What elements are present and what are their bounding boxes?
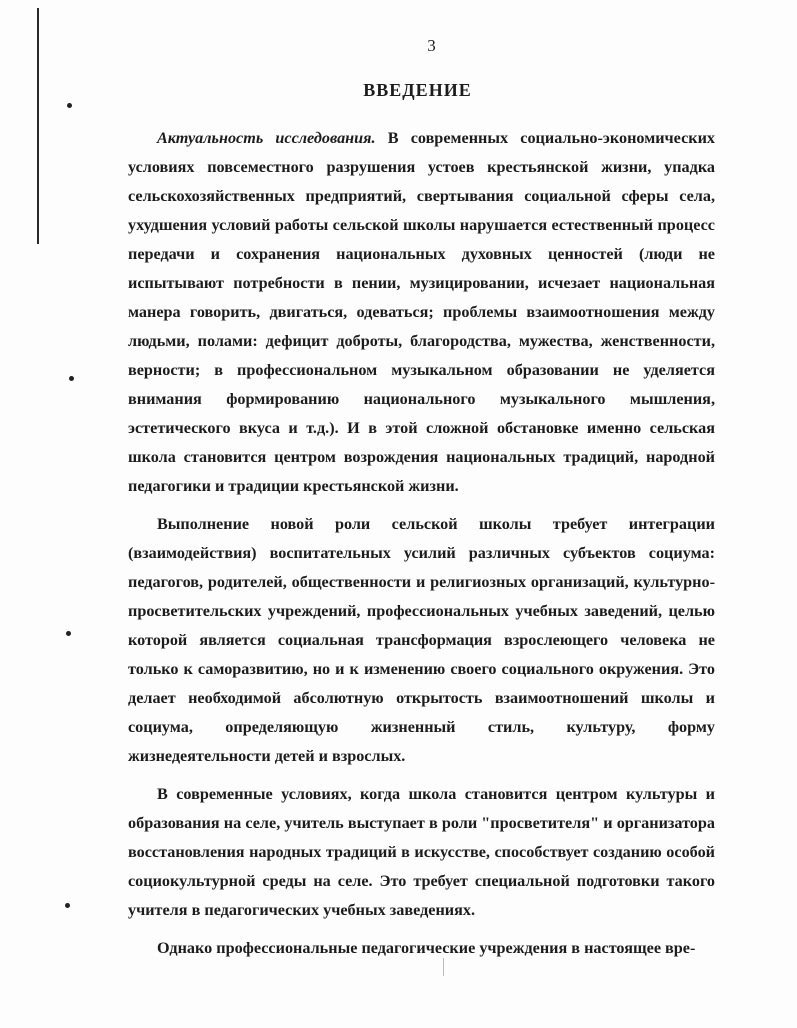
body-text — [128, 124, 715, 972]
scan-speck — [66, 631, 71, 636]
page-heading: ВВЕДЕНИЕ — [363, 80, 472, 100]
scan-speck — [69, 376, 74, 381]
paragraph: Выполнение новой роли сельской школы требует интеграции (взаимодействия) воспитательных усилий различных субъектов социума: педагогов, родителей, общественности и религиозных организаций, культурно-просветительских учреждений, профессиональных учебных заведений, целью которой является социальная трансформация взрослеющего человека не только к саморазвитию, но и к изменению своего социального окружения. Это делает необходимой абсолютную открытость взаимоотношений школы и социума, определяющую жизненный стиль, культуру, форму жизнедеятельности детей и взрослых. — [128, 515, 715, 765]
page-number: 3 — [427, 36, 436, 55]
paragraph-lead: Актуальность исследования. — [157, 129, 376, 147]
scan-artifact-mark — [443, 958, 444, 976]
paragraph: Однако профессиональные педагогические учреждения в настоящее вре- — [157, 939, 696, 957]
paragraph-relevance — [128, 124, 715, 501]
scan-speck — [67, 103, 72, 108]
paragraph-text: В современных социально-экономических условиях повсеместного разрушения устоев крестьянской жизни, упадка сельскохозяйственных предприятий, свертывания социальной сферы села, ухудшения условий работы сельской школы нарушается естественный процесс передачи и сохранения национальных духовных ценностей (люди не испытывают потребности в пении, музицировании, исчезает национальная манера говорить, двигаться, одеваться; проблемы взаимоотношения между людьми, полами: дефицит доброты, благородства, мужества, женственности, верности; в профессиональном музыкальном образовании не уделяется внимания формированию национального музыкального мышления, эстетического вкуса и т.д.). И в этой сложной обстановке именно сельская школа становится центром возрождения национальных традиций, народной педагогики и традиции крестьянской жизни. — [128, 129, 715, 495]
paragraph: В современные условиях, когда школа становится центром культуры и образования на селе, учитель выступает в роли "просветителя" и организатора восстановления народных традиций в искусстве, способствует созданию особой социокультурной среды на селе. Это требует специальной подготовки такого учителя в педагогических учебных заведениях. — [128, 785, 715, 919]
scan-speck — [65, 903, 70, 908]
